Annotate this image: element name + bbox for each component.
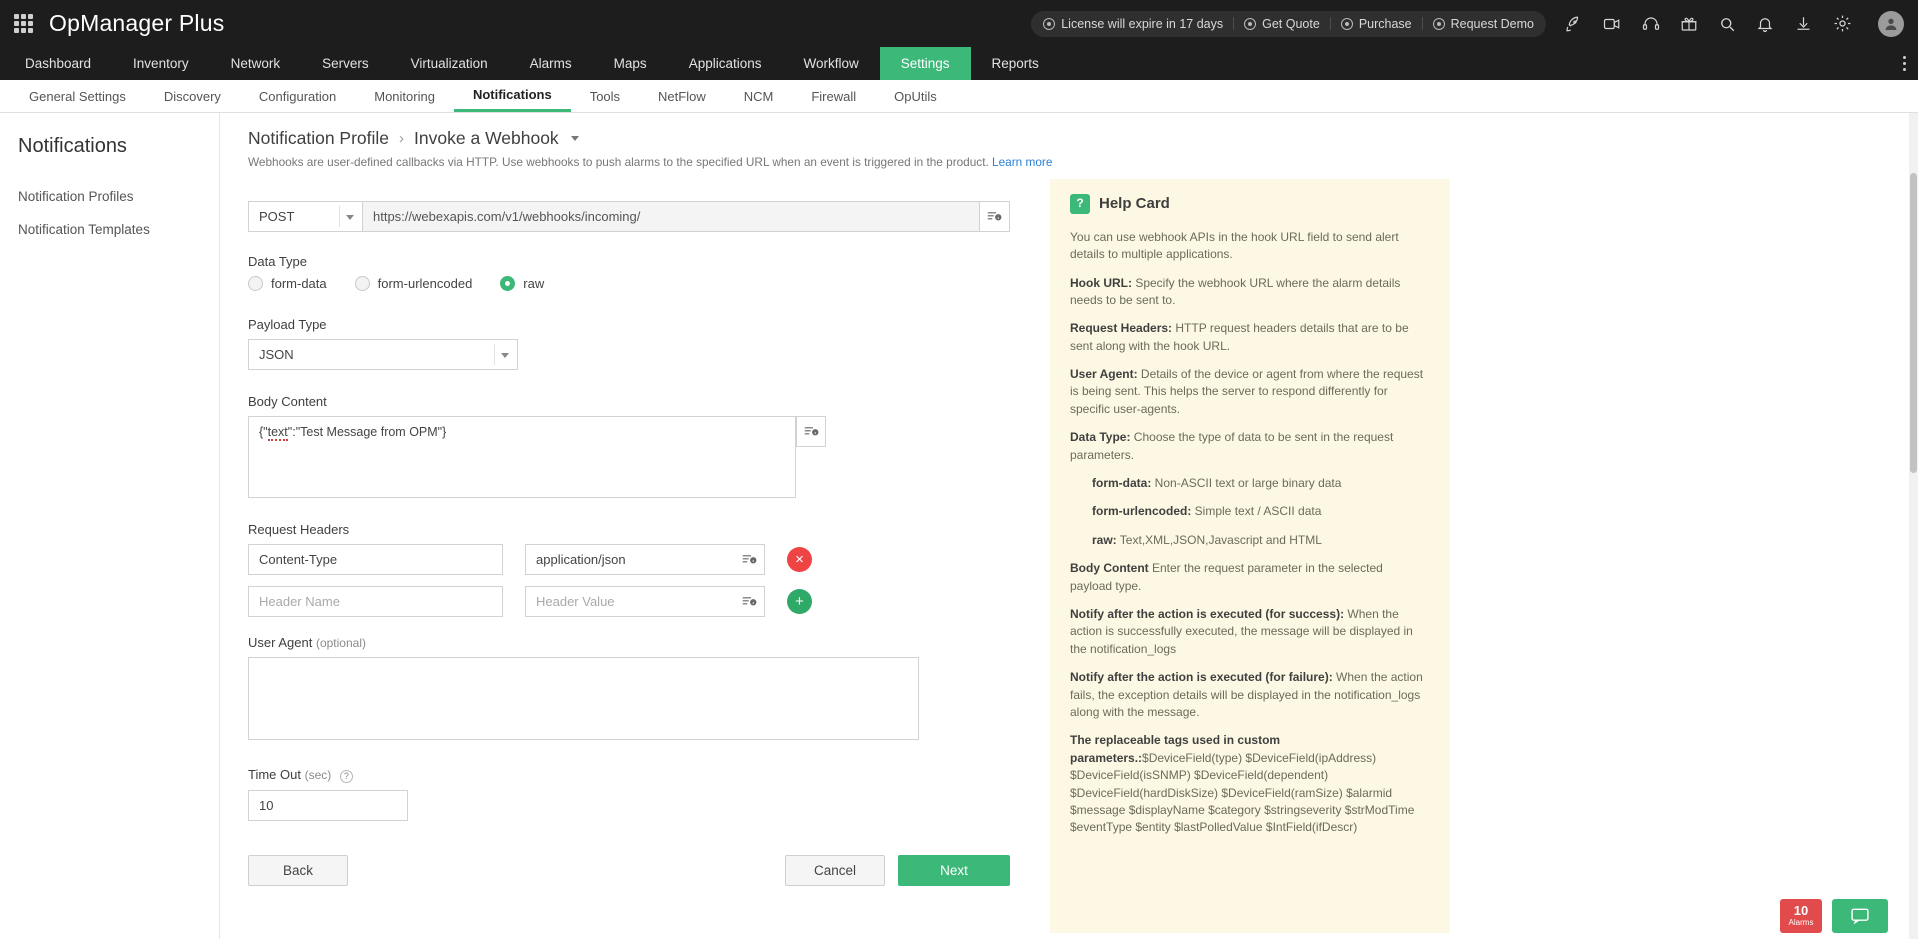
nav-item-virtualization[interactable]: Virtualization bbox=[410, 56, 488, 71]
divider bbox=[1233, 17, 1234, 30]
search-icon[interactable] bbox=[1718, 15, 1736, 33]
body-content-prefix: {" bbox=[259, 425, 268, 439]
subnav-item-ncm[interactable]: NCM bbox=[743, 88, 774, 104]
help-text: Enter the request parameter in the selected payload type. bbox=[1070, 561, 1383, 593]
headset-icon[interactable] bbox=[1642, 15, 1660, 33]
vertical-scrollbar[interactable] bbox=[1909, 113, 1918, 939]
help-entry-notify-failure bbox=[1070, 669, 1428, 721]
video-icon[interactable] bbox=[1602, 15, 1622, 33]
next-button[interactable]: Next bbox=[898, 855, 1010, 886]
help-card bbox=[1050, 179, 1450, 933]
help-text: Simple text / ASCII data bbox=[1191, 504, 1322, 519]
data-type-radio-group bbox=[248, 276, 1010, 291]
page-description-text: Webhooks are user-defined callbacks via HTTP. Use webhooks to push alarms to the specified URL when an event is triggered in the product. bbox=[248, 155, 989, 169]
help-icon: ? bbox=[1070, 194, 1090, 214]
payload-type-label: Payload Type bbox=[248, 317, 327, 332]
help-term: form-urlencoded: bbox=[1092, 504, 1192, 519]
radio-form-urlencoded[interactable] bbox=[355, 276, 473, 291]
help-term: raw: bbox=[1092, 532, 1117, 547]
radio-knob-icon bbox=[355, 276, 370, 291]
radio-form-data-label: form-data bbox=[271, 276, 327, 291]
page-body bbox=[0, 113, 1918, 939]
chat-button[interactable] bbox=[1832, 899, 1888, 933]
learn-more-link[interactable]: Learn more bbox=[992, 155, 1053, 169]
header-value-input-1[interactable] bbox=[525, 544, 765, 575]
body-content-wrap bbox=[248, 416, 796, 498]
help-term: The replaceable tags used in custom parameters.: bbox=[1070, 733, 1281, 765]
help-text: When the action is successfully executed, the message will be displayed in the notification_logs bbox=[1070, 607, 1413, 656]
request-header-row bbox=[248, 544, 1010, 575]
sidebar bbox=[0, 113, 220, 939]
http-method-select[interactable] bbox=[248, 201, 363, 232]
body-content-label: Body Content bbox=[248, 394, 327, 409]
demo-icon bbox=[1433, 18, 1445, 30]
topbar-icons bbox=[1564, 14, 1852, 33]
sub-nav bbox=[0, 80, 1918, 113]
subnav-item-oputils[interactable]: OpUtils bbox=[894, 88, 937, 104]
nav-overflow-menu-icon[interactable] bbox=[1903, 47, 1906, 80]
help-term: Request Headers: bbox=[1070, 321, 1173, 336]
help-icon[interactable]: ? bbox=[340, 770, 353, 783]
hook-url-tag-picker-icon[interactable] bbox=[980, 201, 1010, 232]
back-button[interactable]: Back bbox=[248, 855, 348, 886]
help-entry-raw bbox=[1070, 532, 1428, 549]
chat-icon bbox=[1849, 906, 1871, 926]
scroll-clip bbox=[220, 179, 1010, 193]
user-agent-label-text: User Agent bbox=[248, 635, 313, 650]
alarm-count-badge[interactable] bbox=[1780, 899, 1822, 933]
sidebar-item-notification-templates[interactable]: Notification Templates bbox=[18, 222, 150, 237]
subnav-item-netflow[interactable]: NetFlow bbox=[658, 88, 706, 104]
help-text: Text,XML,JSON,Javascript and HTML bbox=[1116, 532, 1322, 547]
help-term: User Agent: bbox=[1070, 367, 1138, 382]
user-agent-label bbox=[248, 635, 1010, 650]
help-text: $DeviceField(type) $DeviceField(ipAddress) $DeviceField(isSNMP) $DeviceField(dependent) $DeviceField(hardDiskSize) $DeviceField(ramSize) $alarmid $message $displayName $category $stringseverity $strModTime $eventType $entity $lastPolledValue $IntField(ifDescr) bbox=[1070, 750, 1415, 835]
rocket-icon[interactable] bbox=[1564, 15, 1582, 33]
nav-item-maps[interactable]: Maps bbox=[613, 56, 647, 71]
content-area bbox=[220, 113, 1918, 939]
radio-knob-icon bbox=[500, 276, 515, 291]
chevron-down-icon bbox=[346, 215, 354, 220]
radio-raw-label: raw bbox=[523, 276, 545, 291]
help-term: Notify after the action is executed (for failure): bbox=[1070, 670, 1333, 685]
request-header-row bbox=[248, 586, 1010, 617]
timeout-unit: (sec) bbox=[304, 768, 332, 782]
subnav-item-monitoring[interactable]: Monitoring bbox=[374, 88, 435, 104]
panes bbox=[220, 169, 1918, 933]
nav-item-dashboard[interactable]: Dashboard bbox=[25, 56, 92, 71]
add-header-button[interactable]: + bbox=[787, 589, 812, 614]
alarm-count: 10 bbox=[1793, 903, 1809, 919]
page-description bbox=[220, 155, 1918, 169]
nav-item-reports[interactable]: Reports bbox=[991, 56, 1039, 71]
subnav-item-notifications[interactable]: Notifications bbox=[454, 80, 571, 112]
header-value-tag-picker-icon-2[interactable] bbox=[735, 586, 765, 617]
body-content-input[interactable] bbox=[248, 416, 796, 498]
help-text: Details of the device or agent from where the request is being sent. This helps the server to respond differently for specific user-agents. bbox=[1070, 367, 1424, 416]
payload-type-value: JSON bbox=[259, 347, 294, 362]
license-expiry bbox=[1043, 17, 1223, 31]
nav-item-alarms[interactable]: Alarms bbox=[529, 56, 572, 71]
webhook-form bbox=[220, 179, 1010, 933]
apps-grid-icon[interactable] bbox=[14, 14, 33, 33]
help-text: Specify the webhook URL where the alarm details needs to be sent to. bbox=[1070, 275, 1401, 307]
timeout-input[interactable] bbox=[248, 790, 408, 821]
license-bar bbox=[1031, 11, 1546, 37]
body-content-tag-picker-icon[interactable] bbox=[796, 416, 826, 447]
help-card-title bbox=[1070, 193, 1428, 215]
subnav-item-discovery[interactable]: Discovery bbox=[163, 88, 221, 104]
divider bbox=[1422, 17, 1423, 30]
payload-type-select[interactable] bbox=[248, 339, 518, 370]
divider bbox=[1330, 17, 1331, 30]
sidebar-title: Notifications bbox=[18, 135, 127, 157]
help-entry-data-type bbox=[1070, 429, 1428, 464]
help-card-title-text: Help Card bbox=[1099, 195, 1170, 212]
data-type-label: Data Type bbox=[248, 254, 308, 269]
nav-item-applications[interactable]: Applications bbox=[688, 56, 762, 71]
header-value-wrap-2 bbox=[525, 586, 765, 617]
nav-item-workflow[interactable]: Workflow bbox=[803, 56, 859, 71]
chevron-down-icon bbox=[501, 353, 509, 358]
subnav-item-tools[interactable]: Tools bbox=[589, 88, 621, 104]
user-agent-optional: (optional) bbox=[315, 636, 366, 650]
radio-raw[interactable] bbox=[500, 276, 544, 291]
request-demo-link[interactable] bbox=[1433, 17, 1534, 31]
chevron-down-icon[interactable] bbox=[571, 136, 579, 141]
nav-item-network[interactable]: Network bbox=[230, 56, 281, 71]
purchase-link[interactable] bbox=[1341, 17, 1412, 31]
breadcrumb-parent[interactable]: Notification Profile bbox=[248, 128, 390, 148]
nav-item-settings[interactable]: Settings bbox=[880, 47, 971, 80]
nav-item-servers[interactable]: Servers bbox=[322, 56, 369, 71]
alarm-label: Alarms bbox=[1788, 917, 1814, 927]
header-value-tag-picker-icon-1[interactable] bbox=[735, 544, 765, 575]
license-expiry-label: License will expire in 17 days bbox=[1061, 16, 1224, 31]
radio-form-urlencoded-label: form-urlencoded bbox=[377, 276, 473, 291]
http-method-value: POST bbox=[259, 209, 295, 224]
get-quote-label: Get Quote bbox=[1262, 16, 1320, 31]
nav-item-inventory[interactable]: Inventory bbox=[133, 56, 189, 71]
header-value-input-2[interactable] bbox=[525, 586, 765, 617]
breadcrumb bbox=[220, 113, 1918, 151]
remove-header-button[interactable]: × bbox=[787, 547, 812, 572]
bell-icon[interactable] bbox=[1756, 15, 1774, 33]
subnav-item-firewall[interactable]: Firewall bbox=[811, 88, 857, 104]
help-entry-notify-success bbox=[1070, 606, 1428, 658]
main-nav bbox=[0, 47, 1918, 80]
user-avatar-icon[interactable] bbox=[1878, 11, 1904, 37]
hook-url-row bbox=[248, 201, 1010, 232]
help-entry-form-urlencoded bbox=[1070, 503, 1428, 520]
help-text: Choose the type of data to be sent in the request parameters. bbox=[1070, 430, 1394, 462]
request-headers-label: Request Headers bbox=[248, 522, 350, 537]
help-term: Body Content bbox=[1070, 561, 1149, 576]
hook-url-input[interactable] bbox=[363, 201, 980, 232]
timeout-label-text: Time Out bbox=[248, 767, 301, 782]
product-title: OpManager Plus bbox=[49, 10, 225, 36]
gear-icon[interactable] bbox=[1833, 14, 1852, 33]
body-content-suffix: ":"Test Message from OPM"} bbox=[287, 425, 447, 439]
help-entry-replaceable-tags bbox=[1070, 732, 1428, 836]
help-entry-user-agent bbox=[1070, 366, 1428, 418]
header-value-wrap-1 bbox=[525, 544, 765, 575]
get-quote-link[interactable] bbox=[1244, 17, 1320, 31]
radio-knob-icon bbox=[248, 276, 263, 291]
help-entry-body-content bbox=[1070, 560, 1428, 595]
timeout-label bbox=[248, 767, 1010, 783]
body-content-token: text bbox=[267, 425, 288, 439]
scrollbar-thumb[interactable] bbox=[1910, 173, 1917, 473]
top-bar bbox=[0, 0, 1918, 47]
clock-icon bbox=[1043, 18, 1055, 30]
help-term: form-data: bbox=[1092, 476, 1152, 491]
subnav-item-configuration[interactable]: Configuration bbox=[258, 88, 337, 104]
help-entry-hook-url bbox=[1070, 275, 1428, 310]
help-intro: You can use webhook APIs in the hook URL field to send alert details to multiple applications. bbox=[1070, 229, 1399, 262]
download-icon[interactable] bbox=[1794, 15, 1813, 33]
gift-icon[interactable] bbox=[1680, 15, 1698, 33]
breadcrumb-separator: › bbox=[399, 130, 405, 147]
cart-icon bbox=[1341, 18, 1353, 30]
breadcrumb-current: Invoke a Webhook bbox=[414, 128, 559, 148]
purchase-label: Purchase bbox=[1358, 16, 1412, 31]
quote-icon bbox=[1244, 18, 1256, 30]
sidebar-item-notification-profiles[interactable]: Notification Profiles bbox=[18, 189, 134, 204]
help-term: Data Type: bbox=[1070, 430, 1131, 445]
request-demo-label: Request Demo bbox=[1450, 16, 1534, 31]
header-name-input-2[interactable] bbox=[248, 586, 503, 617]
cancel-button[interactable]: Cancel bbox=[785, 855, 885, 886]
help-text: HTTP request headers details that are to be sent along with the hook URL. bbox=[1070, 321, 1409, 353]
subnav-item-general-settings[interactable]: General Settings bbox=[29, 88, 126, 104]
radio-form-data[interactable] bbox=[248, 276, 327, 291]
help-entry-form-data bbox=[1070, 475, 1428, 492]
help-term: Hook URL: bbox=[1070, 275, 1132, 290]
help-text: Non-ASCII text or large binary data bbox=[1151, 476, 1342, 491]
header-name-input-1[interactable] bbox=[248, 544, 503, 575]
user-agent-input[interactable] bbox=[248, 657, 919, 740]
help-entry-request-headers bbox=[1070, 320, 1428, 355]
form-actions bbox=[248, 855, 1010, 886]
help-term: Notify after the action is executed (for success): bbox=[1070, 607, 1345, 621]
help-text: When the action fails, the exception details will be displayed in the notification_logs along with the message. bbox=[1070, 670, 1423, 719]
